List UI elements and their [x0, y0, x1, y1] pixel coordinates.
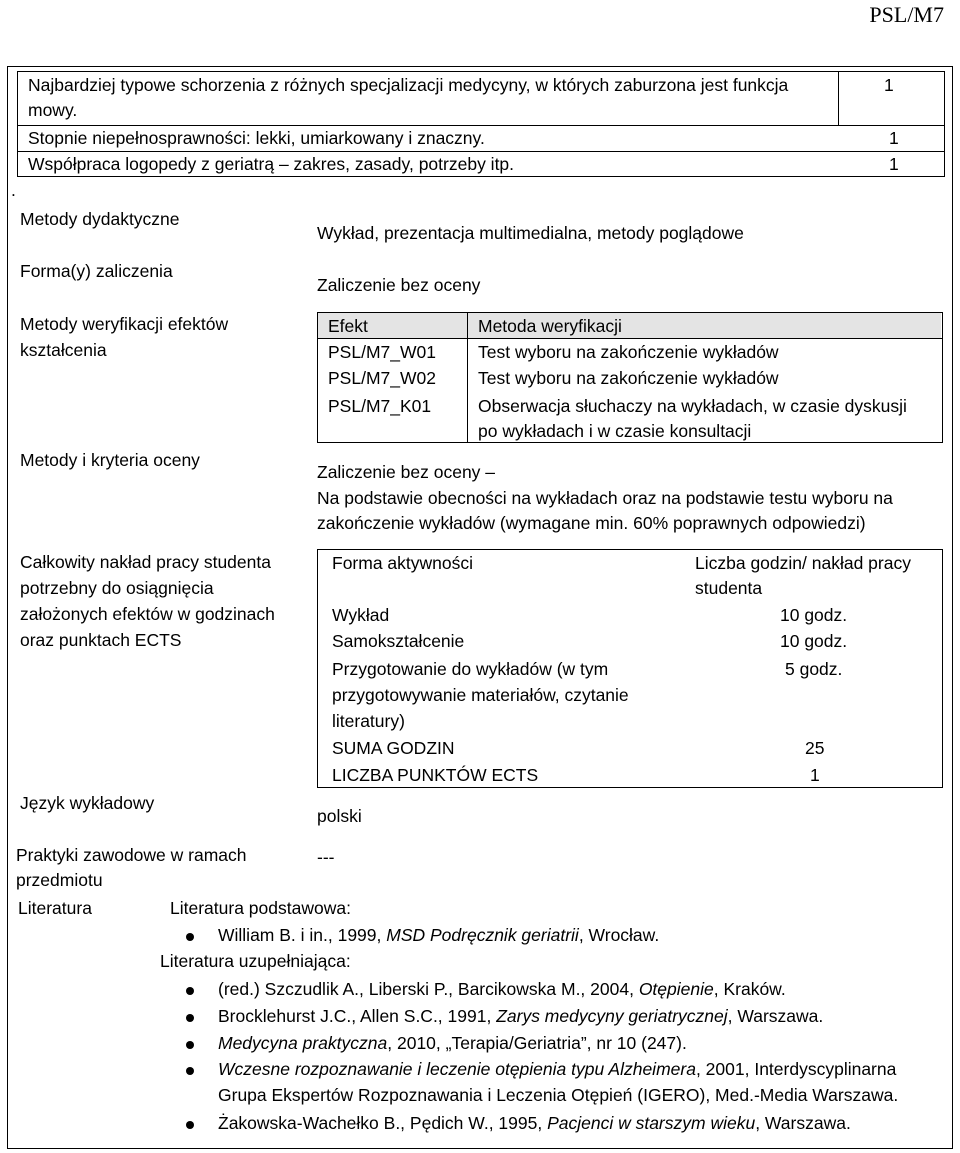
practice-label-l2: przedmiotu	[16, 870, 103, 890]
bullet-icon	[186, 987, 194, 995]
topic-1-text-l1: Najbardziej typowe schorzenia z różnych specjalizacji medycyny, w których zaburzona jest funkcja	[28, 75, 789, 95]
literature-supp-item-4-l1: Wczesne rozpoznawanie i leczenie otępienia typu Alzheimera, 2001, Interdyscyplinarna	[218, 1059, 897, 1079]
workload-sum-label: SUMA GODZIN	[332, 738, 455, 758]
workload-label-l4: oraz punktach ECTS	[20, 630, 182, 650]
language-value: polski	[317, 806, 362, 826]
frame-bottom	[7, 1148, 953, 1149]
bullet-icon	[186, 1121, 194, 1129]
method-w02: Test wyboru na zakończenie wykładów	[478, 368, 779, 388]
workload-header-hours-l2: studenta	[695, 578, 763, 598]
language-label: Język wykładowy	[20, 793, 155, 813]
frame-top	[7, 66, 953, 67]
literature-supp-item-4-l2: Grupa Ekspertów Rozpoznawania i Leczenia Otępień (IGERO), Med.-Media Warszawa.	[218, 1085, 899, 1105]
workload-item-prep-l3: literatury)	[332, 711, 405, 731]
workload-sum-value: 25	[805, 738, 825, 758]
criteria-line-2: Na podstawie obecności na wykładach oraz na podstawie testu wyboru na	[317, 488, 893, 508]
workload-item-prep-l1: Przygotowanie do wykładów (w tym	[332, 659, 609, 679]
workload-label-l1: Całkowity nakład pracy studenta	[20, 552, 271, 572]
workload-item-lecture: Wykład	[332, 605, 390, 625]
literature-label: Literatura	[18, 898, 92, 918]
criteria-label: Metody i kryteria oceny	[20, 450, 200, 470]
effect-k01: PSL/M7_K01	[328, 396, 432, 416]
literature-supp-item-1: (red.) Szczudlik A., Liberski P., Barcikowska M., 2004, Otępienie, Kraków.	[218, 979, 786, 999]
method-k01-l1: Obserwacja słuchaczy na wykładach, w czasie dyskusji	[478, 396, 907, 416]
topic-3-text: Współpraca logopedy z geriatrą – zakres, zasady, potrzeby itp.	[28, 154, 515, 174]
method-k01-l2: po wykładach i w czasie konsultacji	[478, 421, 752, 441]
bullet-icon	[186, 1014, 194, 1022]
topic-1-hours: 1	[884, 75, 894, 95]
methods-label: Metody dydaktyczne	[20, 209, 180, 229]
workload-item-selfstudy-hours: 10 godz.	[780, 631, 848, 651]
literature-supp-item-5: Żakowska-Wachełko B., Pędich W., 1995, Pacjenci w starszym wieku, Warszawa.	[218, 1113, 851, 1133]
effect-w02: PSL/M7_W02	[328, 368, 436, 388]
form-label: Forma(y) zaliczenia	[20, 261, 173, 281]
workload-header-hours-l1: Liczba godzin/ nakład pracy	[695, 553, 911, 573]
workload-item-selfstudy: Samokształcenie	[332, 631, 465, 651]
verification-label-l2: kształcenia	[20, 340, 107, 360]
literature-supp-item-2: Brocklehurst J.C., Allen S.C., 1991, Zarys medycyny geriatrycznej, Warszawa.	[218, 1006, 824, 1026]
literature-basic-item: William B. i in., 1999, MSD Podręcznik geriatrii, Wrocław.	[218, 925, 660, 945]
effect-w01: PSL/M7_W01	[328, 342, 436, 362]
workload-ects-value: 1	[810, 765, 820, 785]
literature-basic-header: Literatura podstawowa:	[170, 898, 351, 918]
form-value: Zaliczenie bez oceny	[317, 275, 481, 295]
verification-label-l1: Metody weryfikacji efektów	[20, 314, 229, 334]
bullet-icon	[186, 1067, 194, 1075]
bullet-icon	[186, 933, 194, 941]
separator-dot: .	[11, 180, 16, 200]
topic-3-hours: 1	[889, 154, 899, 174]
literature-supp-item-3: Medycyna praktyczna, 2010, „Terapia/Geriatria”, nr 10 (247).	[218, 1033, 687, 1053]
frame-right	[952, 66, 953, 1149]
topic-1-text-l2: mowy.	[28, 100, 78, 120]
topic-2-text: Stopnie niepełnosprawności: lekki, umiarkowany i znaczny.	[28, 128, 485, 148]
verification-header-method: Metoda weryfikacji	[478, 316, 622, 336]
method-w01: Test wyboru na zakończenie wykładów	[478, 342, 779, 362]
workload-header-activity: Forma aktywności	[332, 553, 474, 573]
workload-ects-label: LICZBA PUNKTÓW ECTS	[332, 765, 539, 785]
frame-left	[7, 66, 8, 1149]
methods-value: Wykład, prezentacja multimedialna, metody poglądowe	[317, 223, 744, 243]
workload-item-lecture-hours: 10 godz.	[780, 605, 848, 625]
criteria-line-3: zakończenie wykładów (wymagane min. 60% poprawnych odpowiedzi)	[317, 513, 866, 533]
practice-value: ---	[317, 847, 335, 867]
workload-item-prep-hours: 5 godz.	[785, 659, 843, 679]
bullet-icon	[186, 1041, 194, 1049]
workload-label-l2: potrzebny do osiągnięcia	[20, 578, 214, 598]
verification-header-effect: Efekt	[328, 316, 368, 336]
workload-item-prep-l2: przygotowywanie materiałów, czytanie	[332, 685, 629, 705]
document-code: PSL/M7	[869, 2, 944, 27]
workload-label-l3: założonych efektów w godzinach	[20, 604, 275, 624]
practice-label-l1: Praktyki zawodowe w ramach	[16, 845, 247, 865]
literature-supplementary-header: Literatura uzupełniająca:	[160, 951, 351, 971]
topic-2-hours: 1	[889, 128, 899, 148]
criteria-line-1: Zaliczenie bez oceny –	[317, 462, 496, 482]
